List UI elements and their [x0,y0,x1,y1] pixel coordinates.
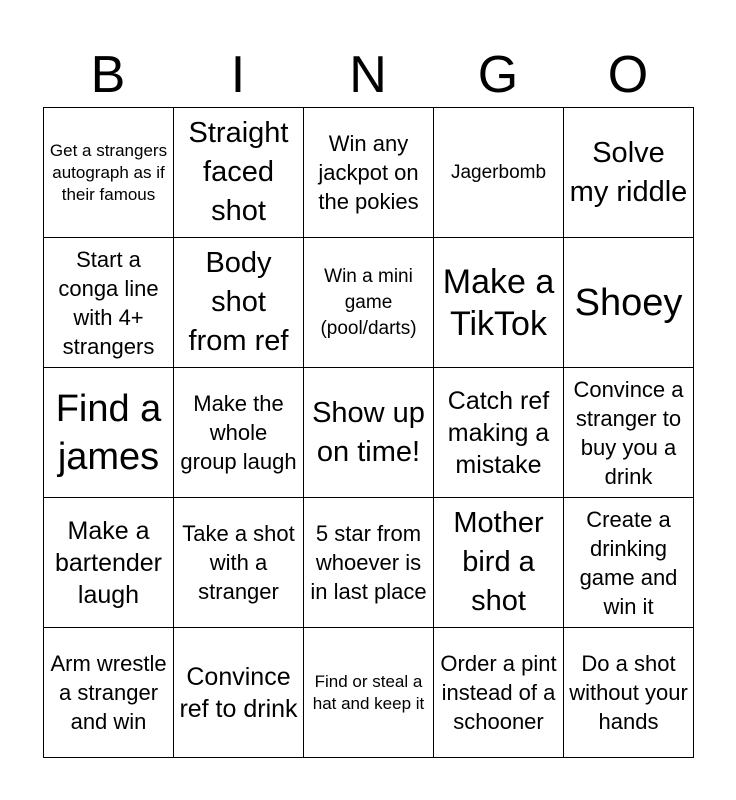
bingo-cell[interactable] [174,498,304,628]
header-letter-n: N [349,46,387,104]
cell-text: Convince a stranger to buy you a drink [573,376,684,489]
board-row [44,108,694,238]
cell-text: Find or steal a hat and keep it [312,671,425,713]
bingo-cell[interactable] [304,108,434,238]
cell-text: Create a drinking game and win it [579,506,678,619]
cell-text: Body shot from ref [188,247,289,357]
header-letter-b: B [90,46,126,104]
bingo-cell[interactable] [434,368,564,498]
bingo-cell[interactable] [434,238,564,368]
cell-text: Get a strangers autograph as if their famous [49,140,168,204]
cell-text: Show up on time! [312,396,425,468]
board-row [44,628,694,758]
cell-text: Jagerbomb [450,161,547,183]
bingo-cell[interactable] [564,368,694,498]
cell-text: Take a shot with a stranger [182,521,295,604]
cell-text: Make a TikTok [442,262,555,343]
bingo-cell[interactable] [44,628,174,758]
bingo-cell[interactable] [304,498,434,628]
bingo-cell[interactable] [304,628,434,758]
bingo-cell[interactable] [44,498,174,628]
cell-text: Start a conga line with 4+ strangers [58,246,159,359]
header-letter-i: I [230,46,246,104]
board-row [44,498,694,628]
board-row [44,238,694,368]
bingo-cell[interactable] [304,238,434,368]
cell-text: Make the whole group laugh [180,391,297,474]
bingo-cell[interactable] [564,498,694,628]
bingo-cell[interactable] [564,238,694,368]
cell-text: Do a shot without your hands [569,651,688,734]
cell-text: Order a pint instead of a schooner [440,651,557,734]
bingo-cell[interactable] [564,628,694,758]
cell-text: Win any jackpot on the pokies [318,131,419,214]
bingo-cell[interactable] [44,368,174,498]
cell-text: Straight faced shot [188,117,289,227]
cell-text: Catch ref making a mistake [447,386,550,479]
bingo-cell[interactable] [304,368,434,498]
bingo-cell[interactable] [174,108,304,238]
cell-text: Win a mini game (pool/darts) [320,265,417,339]
bingo-cell[interactable] [44,238,174,368]
cell-text: Convince ref to drink [179,662,298,723]
bingo-cell[interactable] [44,108,174,238]
bingo-cell[interactable] [434,628,564,758]
bingo-cell[interactable] [174,368,304,498]
board-row [44,368,694,498]
bingo-board [43,107,694,758]
bingo-header [43,44,693,106]
header-letter-g: G [477,46,519,104]
cell-text: Make a bartender laugh [54,516,163,609]
cell-text: 5 star from whoever is in last place [310,521,427,604]
cell-text: Mother bird a shot [453,507,544,617]
bingo-cell[interactable] [564,108,694,238]
bingo-cell[interactable] [434,108,564,238]
bingo-cell[interactable] [174,238,304,368]
cell-text: Arm wrestle a stranger and win [50,651,167,734]
cell-text: Shoey [574,281,683,324]
header-letter-o: O [607,46,649,104]
cell-text: Solve my riddle [569,136,688,208]
bingo-cell[interactable] [434,498,564,628]
cell-text: Find a james [55,387,162,478]
bingo-cell[interactable] [174,628,304,758]
